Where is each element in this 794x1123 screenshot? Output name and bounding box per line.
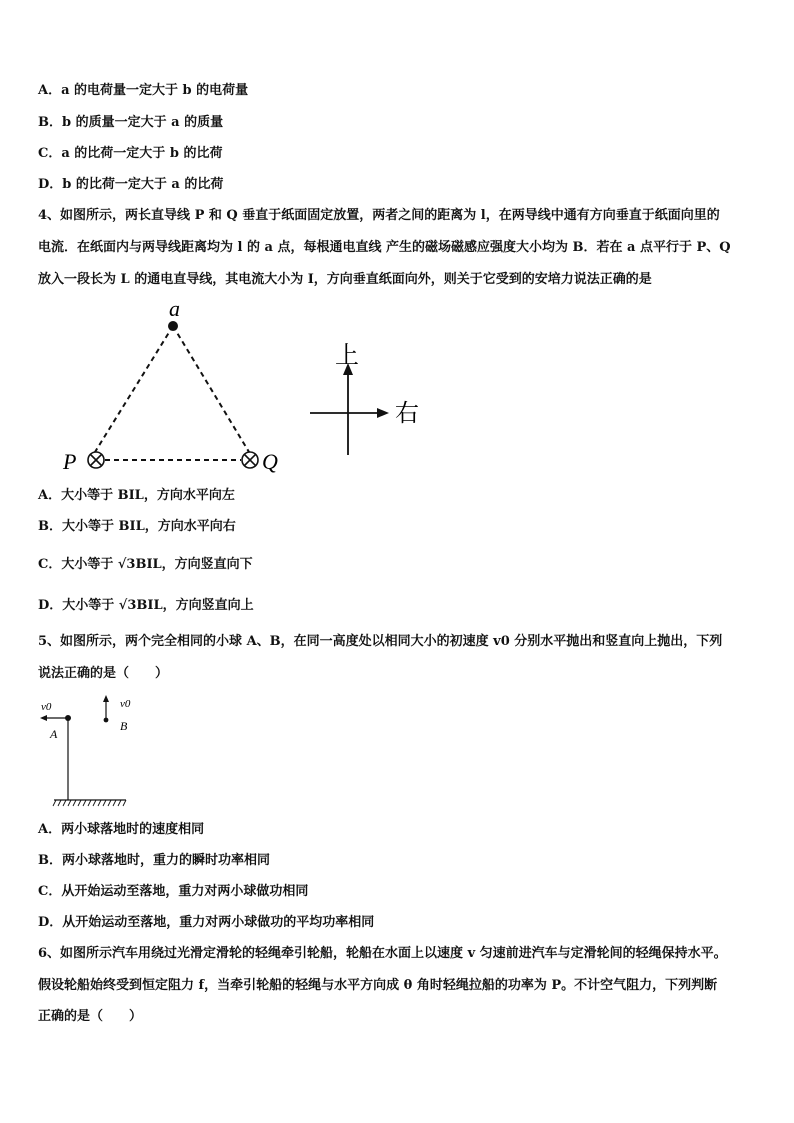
q6-stem-line-1: 6、如图所示汽车用绕过光滑定滑轮的轻绳牵引轮船，轮船在水面上以速度 v 匀速前进汽车与定滑轮间的轻绳保持水平。 [38, 946, 727, 961]
q5-option-d: D．从开始运动至落地，重力对两小球做功的平均功率相同 [38, 915, 375, 930]
q6-stem-line-3: 正确的是（ ） [38, 1009, 143, 1024]
q4-option-a: A．大小等于 BIL，方向水平向左 [38, 488, 235, 503]
ball-b-dot [104, 718, 109, 723]
label-a: a [169, 296, 180, 321]
label-ball-a: A [50, 727, 58, 741]
q5-projectile-figure [38, 690, 138, 815]
q6-stem-line-2: 假设轮船始终受到恒定阻力 f，当牵引轮船的轻绳与水平方向成 θ 角时轻绳拉船的功率为 P。不计空气阻力，下列判断 [38, 978, 718, 993]
wire-q-cross-icon [242, 452, 258, 468]
q3-option-a: A．a 的电荷量一定大于 b 的电荷量 [38, 83, 249, 98]
q5-option-b: B．两小球落地时，重力的瞬时功率相同 [38, 853, 270, 868]
label-right: 右 [395, 401, 419, 427]
direction-axes-figure [305, 335, 425, 460]
q3-option-d: D．b 的比荷一定大于 a 的比荷 [38, 177, 224, 192]
label-ball-b: B [120, 719, 128, 733]
point-a-dot [168, 321, 178, 331]
label-up: 上 [335, 343, 359, 369]
q4-option-c: C．大小等于 √3BIL，方向竖直向下 [38, 557, 253, 572]
q4-stem-line-3: 放入一段长为 L 的通电直导线，其电流大小为 I，方向垂直纸面向外，则关于它受到的安培力说法正确的是 [38, 272, 652, 287]
label-q: Q [262, 449, 278, 474]
q5-option-c: C．从开始运动至落地，重力对两小球做功相同 [38, 884, 309, 899]
q3-option-b: B．b 的质量一定大于 a 的质量 [38, 115, 224, 130]
q4-stem-line-2: 电流．在纸面内与两导线距离均为 l 的 a 点，每根通电直线 产生的磁场磁感应强度大小均为 B．若在 a 点平行于 P、Q [38, 240, 731, 255]
q5-stem-line-1: 5、如图所示，两个完全相同的小球 A、B，在同一高度处以相同大小的初速度 v0 分别水平抛出和竖直向上抛出，下列 [38, 634, 723, 649]
q4-option-b: B．大小等于 BIL，方向水平向右 [38, 519, 236, 534]
wire-p-cross-icon [88, 452, 104, 468]
label-v0-left: v0 [41, 701, 52, 713]
label-v0-up: v0 [120, 698, 131, 710]
q5-stem-line-2: 说法正确的是（ ） [38, 666, 169, 681]
q3-option-c: C．a 的比荷一定大于 b 的比荷 [38, 146, 223, 161]
q4-triangle-figure [55, 292, 305, 482]
label-p: P [63, 449, 77, 474]
q4-option-d: D．大小等于 √3BIL，方向竖直向上 [38, 598, 254, 613]
q5-option-a: A．两小球落地时的速度相同 [38, 822, 205, 837]
q4-stem-line-1: 4、如图所示，两长直导线 P 和 Q 垂直于纸面固定放置，两者之间的距离为 l，在两导线中通有方向垂直于纸面向里的 [38, 208, 720, 223]
